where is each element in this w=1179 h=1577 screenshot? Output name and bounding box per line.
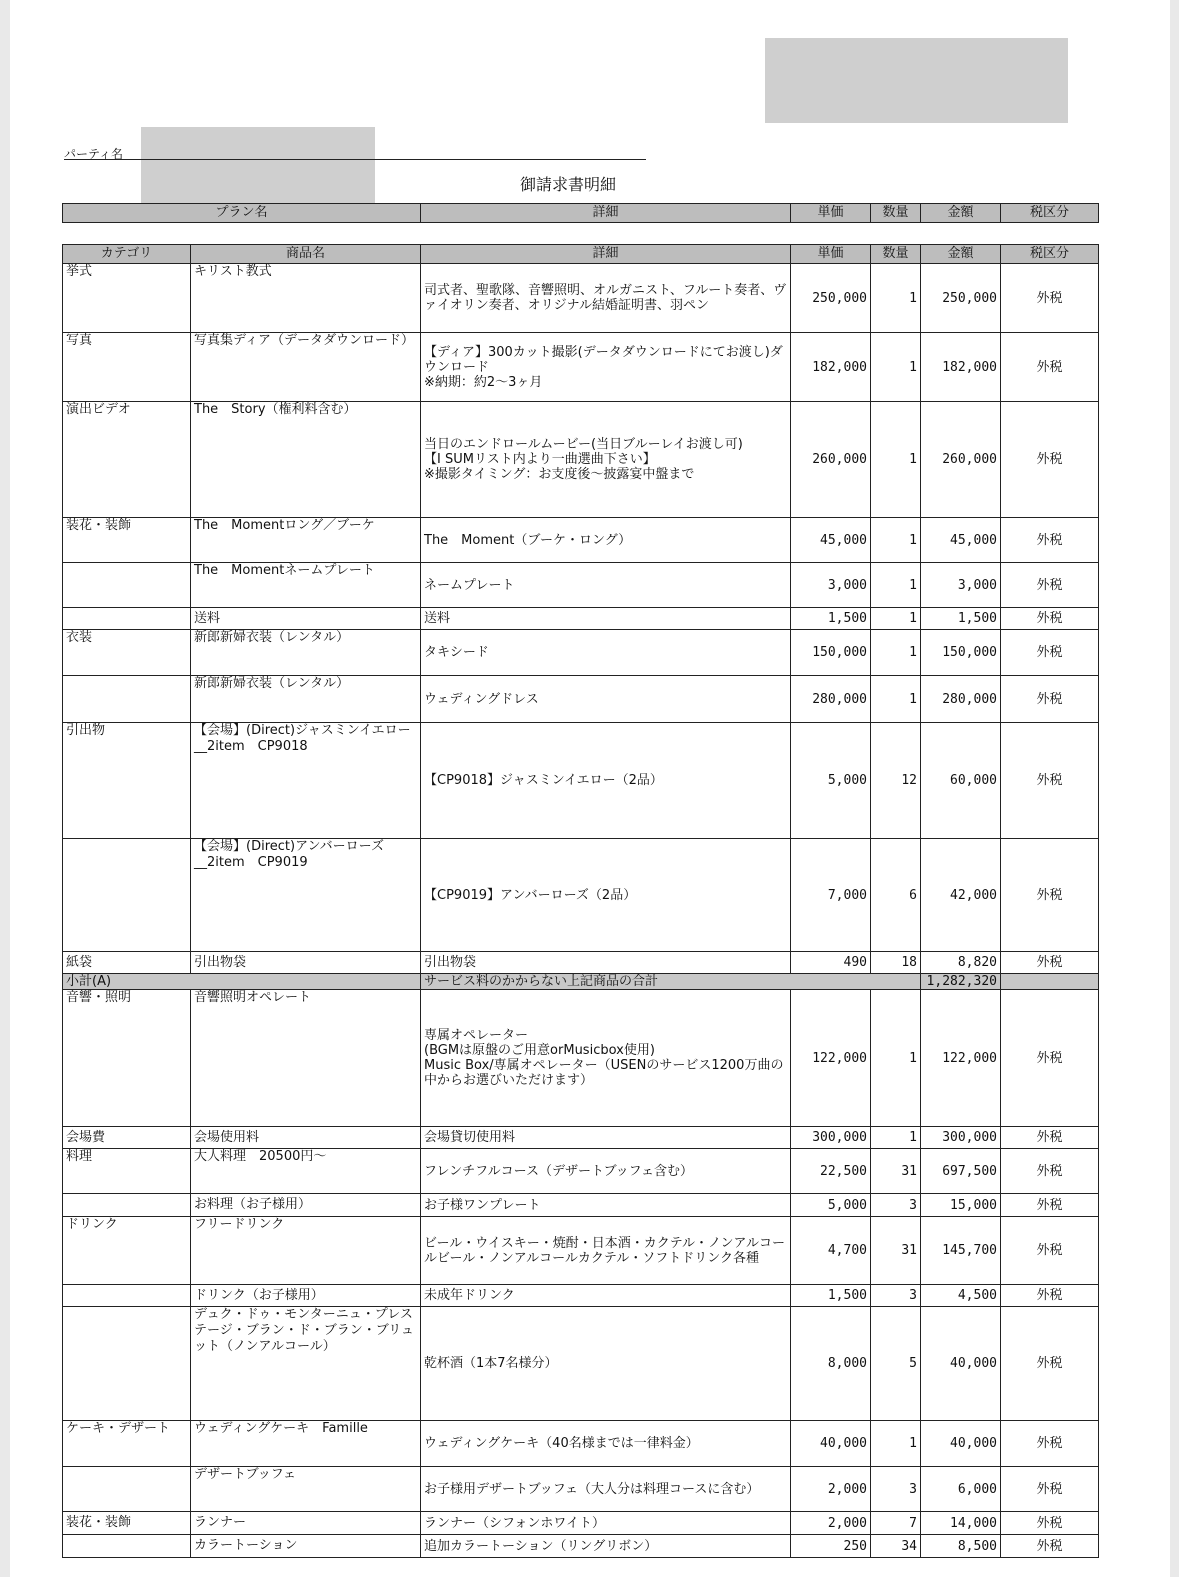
plan-header-row [63,204,1099,223]
quantity-cell: 3 [871,1194,921,1217]
product-name-cell: 大人料理 20500円～ [191,1149,421,1194]
detail-cell: お子様ワンプレート [421,1194,791,1217]
table-row [63,723,1099,839]
quantity-cell: 1 [871,676,921,723]
product-name-cell: 新郎新婦衣装（レンタル） [191,676,421,723]
unit-price-cell: 22,500 [791,1149,871,1194]
tax-type-cell: 外税 [1001,1421,1099,1467]
tax-type-cell: 外税 [1001,402,1099,518]
amount-cell: 6,000 [921,1467,1001,1512]
unit-price-cell: 280,000 [791,676,871,723]
table-row [63,839,1099,952]
table-row [63,1307,1099,1421]
quantity-cell: 1 [871,333,921,402]
amount-cell: 697,500 [921,1149,1001,1194]
product-name-cell: フリードリンク [191,1217,421,1285]
amount-cell: 260,000 [921,402,1001,518]
quantity-cell: 6 [871,839,921,952]
tax-type-cell: 外税 [1001,1194,1099,1217]
quantity-cell: 31 [871,1149,921,1194]
tax-type-cell: 外税 [1001,1149,1099,1194]
unit-price-cell: 8,000 [791,1307,871,1421]
category-cell: 引出物 [63,723,191,839]
table-row [63,1512,1099,1535]
tax-type-cell: 外税 [1001,952,1099,974]
tax-type-cell: 外税 [1001,264,1099,333]
plan-header-cell: 詳細 [421,204,791,223]
product-name-cell: ドリンク（お子様用） [191,1285,421,1307]
quantity-cell: 1 [871,608,921,630]
category-cell: 装花・装飾 [63,518,191,563]
detail-cell: 当日のエンドロールムービー(当日ブルーレイお渡し可) 【I SUMリスト内より一曲選曲下さい】 ※撮影タイミング：お支度後～披露宴中盤まで [421,402,791,518]
amount-cell: 14,000 [921,1512,1001,1535]
amount-cell: 42,000 [921,839,1001,952]
unit-price-cell: 490 [791,952,871,974]
subtotal-amount: 1,282,320 [921,974,1001,990]
tax-type-cell: 外税 [1001,1217,1099,1285]
product-name-cell: The Momentネームプレート [191,563,421,608]
table-row [63,1149,1099,1194]
tax-type-cell: 外税 [1001,990,1099,1127]
product-name-cell: カラートーション [191,1535,421,1558]
tax-type-cell: 外税 [1001,839,1099,952]
product-name-cell: The Momentロング／ブーケ [191,518,421,563]
invoice-sheet [10,0,1170,1577]
product-name-cell: 写真集ディア（データダウンロード） [191,333,421,402]
unit-price-cell: 5,000 [791,723,871,839]
category-cell: 会場費 [63,1127,191,1149]
table-row [63,990,1099,1127]
product-name-cell: 【会場】(Direct)ジャスミンイエロー__2item CP9018 [191,723,421,839]
quantity-cell: 7 [871,1512,921,1535]
detail-cell: ネームプレート [421,563,791,608]
tax-type-cell: 外税 [1001,518,1099,563]
category-cell: 音響・照明 [63,990,191,1127]
table-row [63,952,1099,974]
category-cell [63,563,191,608]
detail-cell: 未成年ドリンク [421,1285,791,1307]
tax-type-cell: 外税 [1001,563,1099,608]
product-name-cell: 送料 [191,608,421,630]
category-cell: 衣装 [63,630,191,676]
quantity-cell: 34 [871,1535,921,1558]
product-name-cell: 【会場】(Direct)アンバーローズ__2item CP9019 [191,839,421,952]
quantity-cell: 1 [871,264,921,333]
table-row [63,1194,1099,1217]
quantity-cell: 1 [871,630,921,676]
table-row [63,563,1099,608]
plan-header-cell: 数量 [871,204,921,223]
detail-cell: 追加カラートーション（リングリボン） [421,1535,791,1558]
amount-cell: 150,000 [921,630,1001,676]
amount-cell: 1,500 [921,608,1001,630]
tax-type-cell: 外税 [1001,1307,1099,1421]
detail-cell: ビール・ウイスキー・焼酎・日本酒・カクテル・ノンアルコールビール・ノンアルコールカクテル・ソフトドリンク各種 [421,1217,791,1285]
detail-cell: The Moment（ブーケ・ロング） [421,518,791,563]
table-row [63,1285,1099,1307]
unit-price-cell: 1,500 [791,1285,871,1307]
unit-price-cell: 1,500 [791,608,871,630]
amount-cell: 182,000 [921,333,1001,402]
detail-cell: ウェディングドレス [421,676,791,723]
unit-price-cell: 3,000 [791,563,871,608]
unit-price-cell: 40,000 [791,1421,871,1467]
amount-cell: 280,000 [921,676,1001,723]
category-cell: 演出ビデオ [63,402,191,518]
amount-cell: 4,500 [921,1285,1001,1307]
redacted-party-name [141,127,375,203]
category-cell: 紙袋 [63,952,191,974]
category-cell: 挙式 [63,264,191,333]
detail-cell: 【ディア】300カット撮影(データダウンロードにてお渡し)ダウンロード ※納期：約2～3ヶ月 [421,333,791,402]
product-name-cell: ランナー [191,1512,421,1535]
unit-price-cell: 2,000 [791,1512,871,1535]
category-cell: ケーキ・デザート [63,1421,191,1467]
tax-type-cell: 外税 [1001,1512,1099,1535]
product-name-cell: ウェディングケーキ Famille [191,1421,421,1467]
unit-price-cell: 122,000 [791,990,871,1127]
amount-cell: 40,000 [921,1421,1001,1467]
amount-cell: 145,700 [921,1217,1001,1285]
category-cell [63,1467,191,1512]
category-cell [63,1285,191,1307]
detail-cell: ランナー（シフォンホワイト） [421,1512,791,1535]
table-row [63,1467,1099,1512]
amount-cell: 3,000 [921,563,1001,608]
table-row [63,630,1099,676]
unit-price-cell: 5,000 [791,1194,871,1217]
category-cell [63,608,191,630]
items-header-cell: 商品名 [191,245,421,264]
quantity-cell: 1 [871,563,921,608]
party-name-underline [64,159,646,160]
items-header-cell: 数量 [871,245,921,264]
items-header-row [63,245,1099,264]
product-name-cell: 引出物袋 [191,952,421,974]
unit-price-cell: 250 [791,1535,871,1558]
product-name-cell: キリスト教式 [191,264,421,333]
quantity-cell: 3 [871,1467,921,1512]
quantity-cell: 1 [871,1127,921,1149]
category-cell: ドリンク [63,1217,191,1285]
table-row [63,1127,1099,1149]
table-row [63,1421,1099,1467]
unit-price-cell: 7,000 [791,839,871,952]
table-row [63,1535,1099,1558]
quantity-cell: 1 [871,990,921,1127]
detail-cell: 送料 [421,608,791,630]
detail-cell: 司式者、聖歌隊、音響照明、オルガニスト、フルート奏者、ヴァイオリン奏者、オリジナル結婚証明書、羽ペン [421,264,791,333]
table-row [63,676,1099,723]
detail-cell: お子様用デザートブッフェ（大人分は料理コースに含む） [421,1467,791,1512]
plan-header-cell: 単価 [791,204,871,223]
amount-cell: 8,820 [921,952,1001,974]
amount-cell: 250,000 [921,264,1001,333]
detail-cell: 【CP9019】アンバーローズ（2品） [421,839,791,952]
category-cell: 写真 [63,333,191,402]
items-header-cell: 単価 [791,245,871,264]
amount-cell: 15,000 [921,1194,1001,1217]
redacted-header-block [765,38,1068,123]
amount-cell: 122,000 [921,990,1001,1127]
category-cell [63,1307,191,1421]
detail-cell: 乾杯酒（1本7名様分） [421,1307,791,1421]
unit-price-cell: 4,700 [791,1217,871,1285]
product-name-cell: お料理（お子様用） [191,1194,421,1217]
detail-cell: タキシード [421,630,791,676]
detail-cell: 【CP9018】ジャスミンイエロー（2品） [421,723,791,839]
items-header-cell: 金額 [921,245,1001,264]
subtotal-detail: サービス料のかからない上記商品の合計 [421,974,921,990]
table-row [63,333,1099,402]
page-title: 御請求書明細 [520,175,617,194]
tax-type-cell: 外税 [1001,608,1099,630]
detail-cell: 引出物袋 [421,952,791,974]
subtotal-row [63,974,1099,990]
table-row [63,264,1099,333]
detail-cell: 会場貸切使用料 [421,1127,791,1149]
category-cell: 料理 [63,1149,191,1194]
unit-price-cell: 45,000 [791,518,871,563]
tax-type-cell: 外税 [1001,1535,1099,1558]
quantity-cell: 12 [871,723,921,839]
subtotal-tax-cell [1001,974,1099,990]
tax-type-cell: 外税 [1001,676,1099,723]
product-name-cell: 音響照明オペレート [191,990,421,1127]
party-name-label: パーティ名 [64,147,124,161]
plan-header-cell: 税区分 [1001,204,1099,223]
quantity-cell: 3 [871,1285,921,1307]
unit-price-cell: 182,000 [791,333,871,402]
amount-cell: 300,000 [921,1127,1001,1149]
product-name-cell: The Story（権利料含む） [191,402,421,518]
quantity-cell: 5 [871,1307,921,1421]
tax-type-cell: 外税 [1001,1467,1099,1512]
quantity-cell: 1 [871,402,921,518]
unit-price-cell: 150,000 [791,630,871,676]
quantity-cell: 18 [871,952,921,974]
amount-cell: 40,000 [921,1307,1001,1421]
items-table [62,244,1099,1558]
unit-price-cell: 250,000 [791,264,871,333]
detail-cell: 専属オペレーター (BGMは原盤のご用意orMusicbox使用) Music Box/専属オペレーター（USENのサービス1200万曲の中からお選びいただけます） [421,990,791,1127]
plan-header-cell: プラン名 [63,204,421,223]
items-header-cell: 詳細 [421,245,791,264]
product-name-cell: 会場使用料 [191,1127,421,1149]
plan-table [62,203,1099,223]
detail-cell: ウェディングケーキ（40名様までは一律料金） [421,1421,791,1467]
unit-price-cell: 2,000 [791,1467,871,1512]
category-cell [63,839,191,952]
table-row [63,402,1099,518]
amount-cell: 45,000 [921,518,1001,563]
plan-header-cell: 金額 [921,204,1001,223]
unit-price-cell: 260,000 [791,402,871,518]
product-name-cell: デュク・ドゥ・モンターニュ・プレステージ・ブラン・ド・ブラン・ブリュット（ノンアルコール） [191,1307,421,1421]
tax-type-cell: 外税 [1001,333,1099,402]
quantity-cell: 31 [871,1217,921,1285]
amount-cell: 8,500 [921,1535,1001,1558]
quantity-cell: 1 [871,1421,921,1467]
unit-price-cell: 300,000 [791,1127,871,1149]
category-cell [63,676,191,723]
category-cell [63,1535,191,1558]
product-name-cell: デザートブッフェ [191,1467,421,1512]
product-name-cell: 新郎新婦衣装（レンタル） [191,630,421,676]
tax-type-cell: 外税 [1001,1285,1099,1307]
tax-type-cell: 外税 [1001,630,1099,676]
quantity-cell: 1 [871,518,921,563]
detail-cell: フレンチフルコース（デザートブッフェ含む） [421,1149,791,1194]
table-row [63,608,1099,630]
items-header-cell: 税区分 [1001,245,1099,264]
amount-cell: 60,000 [921,723,1001,839]
items-header-cell: カテゴリ [63,245,191,264]
table-row [63,1217,1099,1285]
category-cell [63,1194,191,1217]
category-cell: 装花・装飾 [63,1512,191,1535]
table-row [63,518,1099,563]
tax-type-cell: 外税 [1001,1127,1099,1149]
subtotal-label: 小計(A) [63,974,421,990]
tax-type-cell: 外税 [1001,723,1099,839]
